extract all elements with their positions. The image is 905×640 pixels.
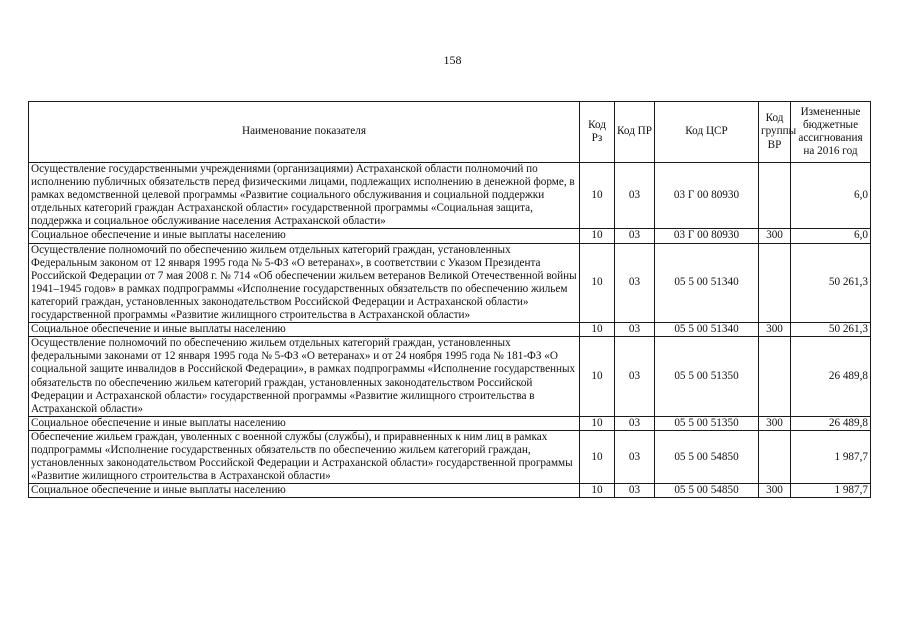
row-csr: 05 5 00 54850 [655, 484, 759, 498]
table-row [29, 416, 871, 430]
row-vr: 300 [759, 229, 791, 243]
table-row [29, 229, 871, 243]
row-name: Обеспечение жильем граждан, уволенных с военной службы (службы), и приравненных к ним лиц в рамках подпрограммы «Исполнение государственных обязательств по обеспечению жильем категорий граждан, установленных законодательством Российской Федерации и Астраханской области» государственной программы «Развитие жилищного строительства в Астраханской области» [29, 430, 580, 483]
row-csr: 03 Г 00 80930 [655, 229, 759, 243]
row-csr: 05 5 00 51350 [655, 416, 759, 430]
row-rz: 10 [580, 163, 615, 229]
row-amount: 50 261,3 [791, 323, 871, 337]
row-vr: 300 [759, 484, 791, 498]
row-amount: 1 987,7 [791, 430, 871, 483]
budget-table [28, 101, 871, 498]
header-csr: Код ЦСР [655, 102, 759, 163]
row-name: Осуществление полномочий по обеспечению жильем отдельных категорий граждан, установленных Федеральным законом от 12 января 1995 года № 5-ФЗ «О ветеранах», в соответствии с Указом Президента Российской Федерации от 7 мая 2008 г. № 714 «Об обеспечении жильем ветеранов Великой Отечественной войны 1941–1945 годов» в рамках подпрограммы «Исполнение государственных обязательств по обеспечению жильем категорий граждан, установленных законодательством Российской Федерации и Астраханской области» государственной программы «Развитие жилищного строительства в Астраханской области» [29, 243, 580, 323]
table-row [29, 484, 871, 498]
row-amount: 50 261,3 [791, 243, 871, 323]
row-pr: 03 [615, 243, 655, 323]
row-rz: 10 [580, 243, 615, 323]
row-pr: 03 [615, 337, 655, 417]
header-rz: Код Рз [580, 102, 615, 163]
row-pr: 03 [615, 416, 655, 430]
header-pr: Код ПР [615, 102, 655, 163]
row-vr [759, 243, 791, 323]
row-pr: 03 [615, 323, 655, 337]
row-name: Социальное обеспечение и иные выплаты населению [29, 484, 580, 498]
row-rz: 10 [580, 337, 615, 417]
row-amount: 6,0 [791, 229, 871, 243]
header-amount: Измененные бюджетные ассигнования на 2016 год [791, 102, 871, 163]
row-rz: 10 [580, 430, 615, 483]
row-csr: 05 5 00 51350 [655, 337, 759, 417]
row-name: Осуществление государственными учреждениями (организациями) Астраханской области полномочий по исполнению публичных обязательств перед физическими лицами, подлежащих исполнению в денежной форме, в рамках ведомственной целевой программы «Развитие социального обслуживания и социальной поддержки отдельных категорий граждан Астраханской области» государственной программы «Социальная защита, поддержка и социальное обслуживание населения Астраханской области» [29, 163, 580, 229]
table-row [29, 163, 871, 229]
row-pr: 03 [615, 430, 655, 483]
header-vr: Код группы ВР [759, 102, 791, 163]
row-vr [759, 163, 791, 229]
row-pr: 03 [615, 484, 655, 498]
row-name: Осуществление полномочий по обеспечению жильем отдельных категорий граждан, установленных федеральными законами от 12 января 1995 года № 5-ФЗ «О ветеранах» и от 24 ноября 1995 года № 181-ФЗ «О социальной защите инвалидов в Российской Федерации», в рамках подпрограммы «Исполнение государственных обязательств по обеспечению жильем категорий граждан, установленных законодательством Российской Федерации и Астраханской области» государственной программы «Развитие жилищного строительства в Астраханской области» [29, 337, 580, 417]
row-name: Социальное обеспечение и иные выплаты населению [29, 323, 580, 337]
row-amount: 26 489,8 [791, 337, 871, 417]
row-rz: 10 [580, 229, 615, 243]
row-amount: 1 987,7 [791, 484, 871, 498]
row-name: Социальное обеспечение и иные выплаты населению [29, 416, 580, 430]
row-rz: 10 [580, 416, 615, 430]
row-rz: 10 [580, 323, 615, 337]
table-header-row [29, 102, 871, 163]
row-csr: 03 Г 00 80930 [655, 163, 759, 229]
row-rz: 10 [580, 484, 615, 498]
row-vr: 300 [759, 323, 791, 337]
row-amount: 26 489,8 [791, 416, 871, 430]
row-csr: 05 5 00 54850 [655, 430, 759, 483]
row-pr: 03 [615, 163, 655, 229]
row-csr: 05 5 00 51340 [655, 323, 759, 337]
row-pr: 03 [615, 229, 655, 243]
header-name: Наименование показателя [29, 102, 580, 163]
row-amount: 6,0 [791, 163, 871, 229]
page-number: 158 [443, 53, 462, 67]
table-row [29, 430, 871, 483]
row-csr: 05 5 00 51340 [655, 243, 759, 323]
table-row [29, 337, 871, 417]
table-row [29, 323, 871, 337]
row-vr [759, 430, 791, 483]
row-vr: 300 [759, 416, 791, 430]
row-name: Социальное обеспечение и иные выплаты населению [29, 229, 580, 243]
table-row [29, 243, 871, 323]
row-vr [759, 337, 791, 417]
